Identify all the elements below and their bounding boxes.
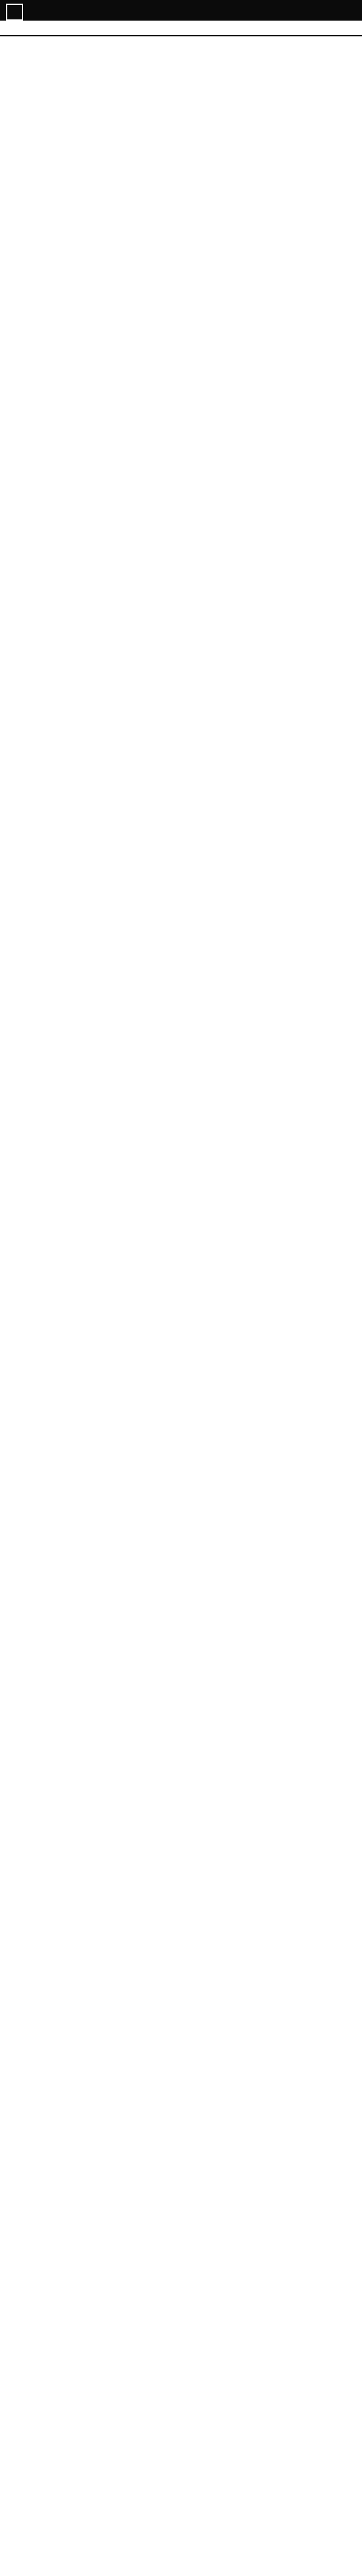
- report-content: [0, 36, 362, 212]
- report-banner: [0, 0, 362, 36]
- spx-weekly-chart: [6, 51, 356, 202]
- site-logo: [6, 4, 23, 21]
- banner-subtitle: [0, 21, 362, 35]
